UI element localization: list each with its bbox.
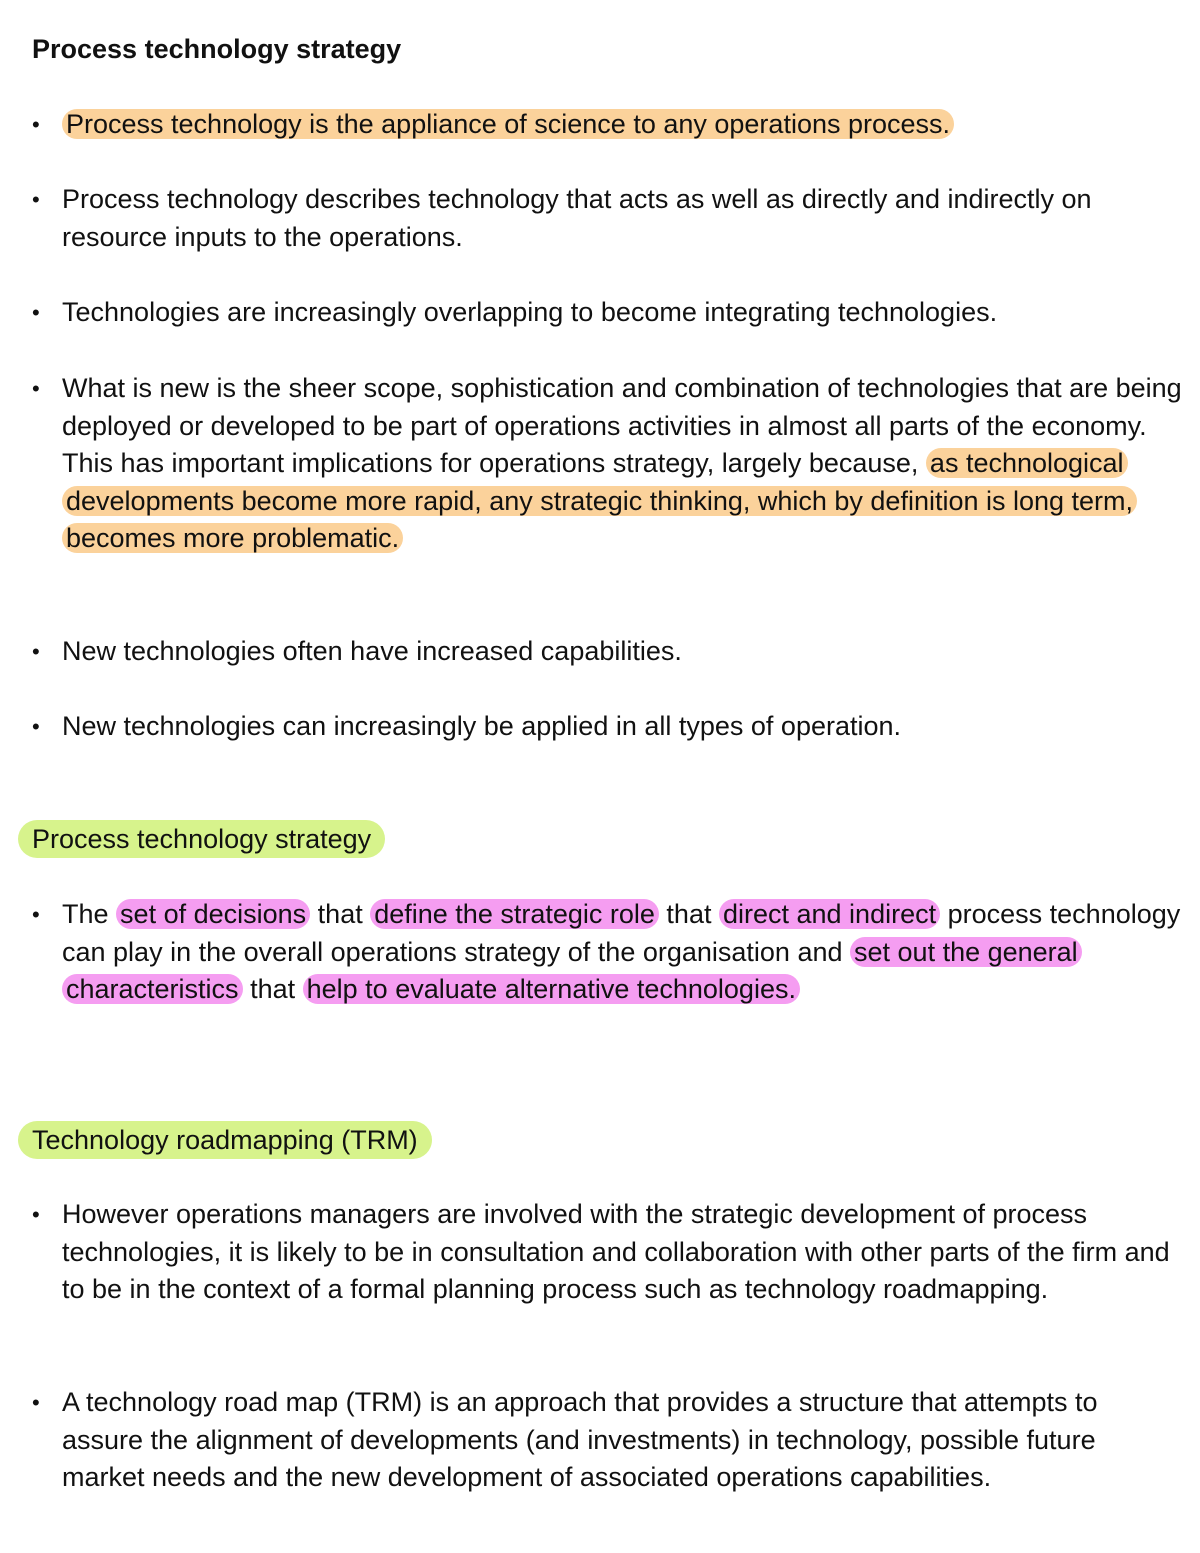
bullet-text: Process technology describes technology that acts as well as directly and indirectly on resource inputs to the operations. xyxy=(62,184,1092,252)
bullet-text: The xyxy=(62,899,109,929)
bullet-text: process technology can play in the overall operations strategy of the organisation and xyxy=(62,899,1181,967)
bullet-item xyxy=(32,896,1182,1009)
highlighted-text: set out the general characteristics xyxy=(62,937,1082,1005)
bullet-text: that xyxy=(317,899,363,929)
bullet-item xyxy=(32,294,1182,332)
bullet-text: New technologies can increasingly be applied in all types of operation. xyxy=(62,711,902,741)
bullet-icon: • xyxy=(32,1202,40,1227)
bullet-text: However operations managers are involved with the strategic development of process technologies, it is likely to be in consultation and collaboration with other parts of the firm and to be in the context of a formal planning process such as technology roadmapping. xyxy=(62,1199,1170,1305)
bullet-icon: • xyxy=(32,714,40,739)
bullet-item xyxy=(32,370,1182,558)
bullet-icon: • xyxy=(32,1390,40,1415)
bullet-item xyxy=(32,106,1182,144)
bullet-item xyxy=(32,708,1182,746)
bullet-item xyxy=(32,633,1182,671)
highlighted-text: direct and indirect xyxy=(719,899,940,929)
section-title: Process technology strategy xyxy=(32,34,402,64)
bullet-text: that xyxy=(250,974,296,1005)
bullet-text: New technologies often have increased capabilities. xyxy=(62,636,682,666)
bullet-icon: • xyxy=(32,376,40,401)
highlighted-text: as technological developments become more rapid, any strategic thinking, which by definition is long term, becomes more problematic. xyxy=(62,448,1137,553)
bullet-item xyxy=(32,1384,1182,1497)
bullet-icon: • xyxy=(32,187,40,212)
bullet-item xyxy=(32,1196,1182,1309)
bullet-text: What is new is the sheer scope, sophistication and combination of technologies that are being deployed or developed to be part of operations activities in almost all parts of the economy. This has important implications for operations strategy, largely because, xyxy=(62,373,1182,479)
highlighted-text: set of decisions xyxy=(116,899,310,929)
bullet-text: that xyxy=(666,899,712,929)
highlighted-text: Process technology is the appliance of science to any operations process. xyxy=(62,109,954,139)
section-title: Process technology strategy xyxy=(18,820,385,858)
bullet-item xyxy=(32,181,1182,256)
bullet-icon: • xyxy=(32,112,40,137)
bullet-text: A technology road map (TRM) is an approach that provides a structure that attempts to assure the alignment of developments (and investments) in technology, possible future market needs and the new development of associated operations capabilities. xyxy=(62,1387,1098,1493)
highlighted-text: help to evaluate alternative technologies. xyxy=(303,974,800,1004)
section-title: Technology roadmapping (TRM) xyxy=(18,1121,432,1159)
bullet-icon: • xyxy=(32,902,40,927)
bullet-text: Technologies are increasingly overlapping to become integrating technologies. xyxy=(62,297,998,327)
bullet-icon: • xyxy=(32,300,40,325)
bullet-icon: • xyxy=(32,639,40,664)
highlighted-text: define the strategic role xyxy=(370,899,659,929)
